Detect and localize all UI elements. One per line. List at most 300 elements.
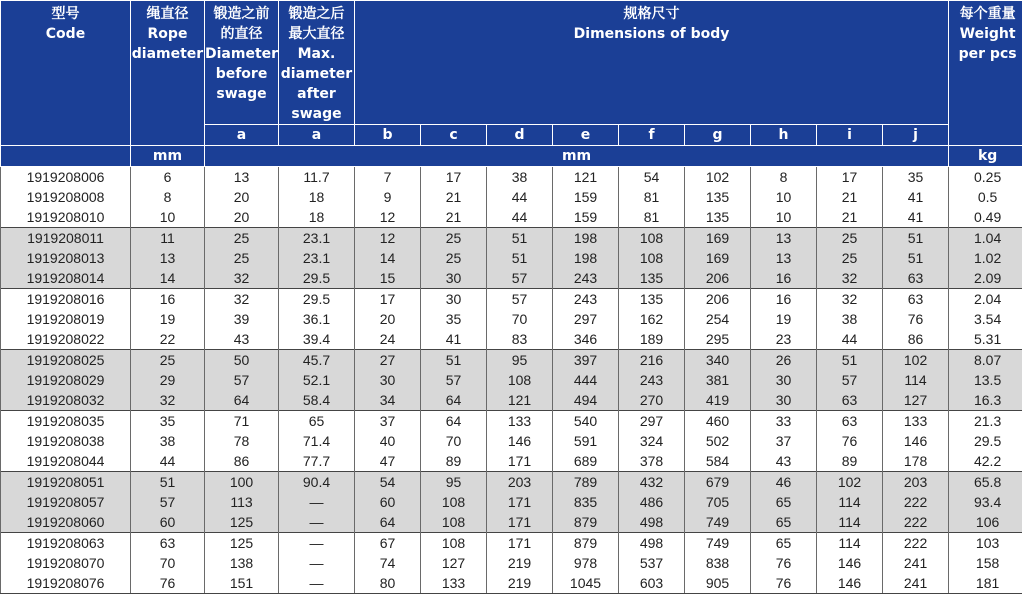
cell-h: 30 <box>751 370 817 390</box>
table-row <box>1 228 1022 249</box>
cell-diameter-before: 32 <box>205 289 279 310</box>
cell-g: 419 <box>685 390 751 411</box>
cell-rope-diameter: 8 <box>131 187 205 207</box>
col-letter-h: h <box>751 125 817 146</box>
cell-code: 1919208010 <box>1 207 131 228</box>
cell-b: 15 <box>355 268 421 289</box>
cell-b: 24 <box>355 329 421 350</box>
cell-weight: 1.02 <box>949 248 1022 268</box>
cell-d: 219 <box>487 553 553 573</box>
cell-diameter-before: 138 <box>205 553 279 573</box>
cell-d: 38 <box>487 167 553 188</box>
cell-d: 121 <box>487 390 553 411</box>
cell-d: 44 <box>487 187 553 207</box>
cell-rope-diameter: 6 <box>131 167 205 188</box>
cell-rope-diameter: 32 <box>131 390 205 411</box>
table-row <box>1 350 1022 371</box>
cell-g: 169 <box>685 228 751 249</box>
cell-rope-diameter: 25 <box>131 350 205 371</box>
cell-c: 108 <box>421 533 487 554</box>
cell-rope-diameter: 60 <box>131 512 205 533</box>
cell-g: 340 <box>685 350 751 371</box>
cell-weight: 93.4 <box>949 492 1022 512</box>
cell-weight: 103 <box>949 533 1022 554</box>
cell-i: 114 <box>817 533 883 554</box>
cell-diameter-after: 65 <box>279 411 355 432</box>
cell-g: 254 <box>685 309 751 329</box>
cell-d: 57 <box>487 268 553 289</box>
cell-e: 978 <box>553 553 619 573</box>
cell-code: 1919208070 <box>1 553 131 573</box>
cell-h: 76 <box>751 553 817 573</box>
cell-f: 270 <box>619 390 685 411</box>
cell-rope-diameter: 76 <box>131 573 205 594</box>
cell-weight: 2.04 <box>949 289 1022 310</box>
cell-e: 159 <box>553 207 619 228</box>
table-row <box>1 431 1022 451</box>
cell-i: 114 <box>817 512 883 533</box>
cell-c: 127 <box>421 553 487 573</box>
cell-diameter-before: 100 <box>205 472 279 493</box>
cell-e: 297 <box>553 309 619 329</box>
cell-weight: 3.54 <box>949 309 1022 329</box>
table-row <box>1 492 1022 512</box>
cell-c: 17 <box>421 167 487 188</box>
cell-code: 1919208022 <box>1 329 131 350</box>
cell-diameter-before: 57 <box>205 370 279 390</box>
cell-rope-diameter: 11 <box>131 228 205 249</box>
cell-f: 498 <box>619 533 685 554</box>
cell-rope-diameter: 38 <box>131 431 205 451</box>
unit-blank <box>1 146 131 167</box>
cell-e: 494 <box>553 390 619 411</box>
col-letter-e: e <box>553 125 619 146</box>
cell-diameter-before: 13 <box>205 167 279 188</box>
cell-weight: 2.09 <box>949 268 1022 289</box>
cell-h: 13 <box>751 228 817 249</box>
cell-e: 159 <box>553 187 619 207</box>
cell-code: 1919208035 <box>1 411 131 432</box>
cell-j: 133 <box>883 411 949 432</box>
cell-diameter-after: 23.1 <box>279 248 355 268</box>
cell-e: 243 <box>553 289 619 310</box>
cell-j: 63 <box>883 268 949 289</box>
cell-c: 108 <box>421 492 487 512</box>
cell-d: 171 <box>487 451 553 472</box>
cell-g: 460 <box>685 411 751 432</box>
cell-h: 33 <box>751 411 817 432</box>
cell-d: 51 <box>487 228 553 249</box>
header-rope-diameter: 绳直径 Rope diameter <box>131 1 205 146</box>
cell-j: 222 <box>883 512 949 533</box>
col-letter-g: g <box>685 125 751 146</box>
cell-h: 46 <box>751 472 817 493</box>
cell-weight: 181 <box>949 573 1022 594</box>
cell-h: 37 <box>751 431 817 451</box>
cell-diameter-before: 43 <box>205 329 279 350</box>
table-row <box>1 268 1022 289</box>
table-row <box>1 370 1022 390</box>
cell-b: 74 <box>355 553 421 573</box>
cell-h: 43 <box>751 451 817 472</box>
cell-code: 1919208063 <box>1 533 131 554</box>
cell-weight: 0.25 <box>949 167 1022 188</box>
col-letter-b: b <box>355 125 421 146</box>
cell-weight: 8.07 <box>949 350 1022 371</box>
header-diameter-before: 锻造之前 的直径 Diameter before swage <box>205 1 279 125</box>
col-letter-f: f <box>619 125 685 146</box>
cell-j: 222 <box>883 492 949 512</box>
cell-diameter-after: 58.4 <box>279 390 355 411</box>
header-weight: 每个重量 Weight per pcs <box>949 1 1022 146</box>
cell-h: 13 <box>751 248 817 268</box>
cell-c: 51 <box>421 350 487 371</box>
cell-diameter-before: 25 <box>205 248 279 268</box>
cell-c: 25 <box>421 248 487 268</box>
cell-h: 65 <box>751 533 817 554</box>
cell-f: 189 <box>619 329 685 350</box>
cell-code: 1919208016 <box>1 289 131 310</box>
cell-j: 35 <box>883 167 949 188</box>
cell-d: 171 <box>487 533 553 554</box>
cell-j: 76 <box>883 309 949 329</box>
cell-i: 21 <box>817 187 883 207</box>
table-row <box>1 512 1022 533</box>
cell-rope-diameter: 63 <box>131 533 205 554</box>
cell-g: 135 <box>685 207 751 228</box>
cell-f: 486 <box>619 492 685 512</box>
cell-f: 54 <box>619 167 685 188</box>
cell-d: 146 <box>487 431 553 451</box>
cell-diameter-after: 18 <box>279 207 355 228</box>
cell-c: 41 <box>421 329 487 350</box>
cell-code: 1919208013 <box>1 248 131 268</box>
cell-rope-diameter: 51 <box>131 472 205 493</box>
cell-rope-diameter: 35 <box>131 411 205 432</box>
cell-g: 679 <box>685 472 751 493</box>
cell-b: 30 <box>355 370 421 390</box>
cell-h: 16 <box>751 268 817 289</box>
cell-d: 57 <box>487 289 553 310</box>
cell-diameter-after: 45.7 <box>279 350 355 371</box>
col-letter-a: a <box>205 125 279 146</box>
cell-j: 178 <box>883 451 949 472</box>
cell-b: 54 <box>355 472 421 493</box>
cell-e: 879 <box>553 512 619 533</box>
cell-weight: 0.49 <box>949 207 1022 228</box>
cell-h: 8 <box>751 167 817 188</box>
unit-rope: mm <box>131 146 205 167</box>
cell-weight: 0.5 <box>949 187 1022 207</box>
cell-g: 295 <box>685 329 751 350</box>
cell-h: 65 <box>751 492 817 512</box>
table-row <box>1 248 1022 268</box>
cell-i: 25 <box>817 248 883 268</box>
cell-diameter-before: 20 <box>205 187 279 207</box>
cell-f: 216 <box>619 350 685 371</box>
cell-g: 749 <box>685 533 751 554</box>
cell-diameter-before: 32 <box>205 268 279 289</box>
cell-b: 20 <box>355 309 421 329</box>
cell-f: 498 <box>619 512 685 533</box>
cell-i: 51 <box>817 350 883 371</box>
cell-j: 114 <box>883 370 949 390</box>
header-dimensions: 规格尺寸 Dimensions of body <box>355 1 949 125</box>
cell-f: 135 <box>619 289 685 310</box>
cell-diameter-after: — <box>279 573 355 594</box>
cell-d: 219 <box>487 573 553 594</box>
cell-i: 146 <box>817 573 883 594</box>
cell-f: 162 <box>619 309 685 329</box>
cell-g: 905 <box>685 573 751 594</box>
cell-e: 689 <box>553 451 619 472</box>
cell-diameter-before: 50 <box>205 350 279 371</box>
cell-code: 1919208011 <box>1 228 131 249</box>
table-row <box>1 451 1022 472</box>
cell-code: 1919208051 <box>1 472 131 493</box>
col-letter-a: a <box>279 125 355 146</box>
cell-weight: 106 <box>949 512 1022 533</box>
cell-b: 64 <box>355 512 421 533</box>
cell-f: 537 <box>619 553 685 573</box>
cell-d: 133 <box>487 411 553 432</box>
cell-d: 95 <box>487 350 553 371</box>
cell-b: 40 <box>355 431 421 451</box>
cell-b: 67 <box>355 533 421 554</box>
cell-d: 171 <box>487 492 553 512</box>
cell-b: 47 <box>355 451 421 472</box>
cell-j: 86 <box>883 329 949 350</box>
cell-b: 17 <box>355 289 421 310</box>
cell-c: 21 <box>421 187 487 207</box>
cell-diameter-after: 36.1 <box>279 309 355 329</box>
cell-code: 1919208032 <box>1 390 131 411</box>
cell-c: 30 <box>421 268 487 289</box>
cell-weight: 13.5 <box>949 370 1022 390</box>
cell-c: 25 <box>421 228 487 249</box>
table-row <box>1 187 1022 207</box>
cell-diameter-after: 39.4 <box>279 329 355 350</box>
cell-diameter-after: 90.4 <box>279 472 355 493</box>
cell-diameter-before: 25 <box>205 228 279 249</box>
cell-j: 41 <box>883 187 949 207</box>
cell-diameter-before: 71 <box>205 411 279 432</box>
cell-b: 12 <box>355 207 421 228</box>
cell-diameter-before: 64 <box>205 390 279 411</box>
cell-code: 1919208057 <box>1 492 131 512</box>
cell-i: 32 <box>817 268 883 289</box>
cell-j: 51 <box>883 248 949 268</box>
cell-i: 38 <box>817 309 883 329</box>
cell-diameter-after: 52.1 <box>279 370 355 390</box>
cell-f: 378 <box>619 451 685 472</box>
cell-d: 108 <box>487 370 553 390</box>
cell-diameter-after: 11.7 <box>279 167 355 188</box>
cell-g: 381 <box>685 370 751 390</box>
table-body <box>1 167 1022 594</box>
table-row <box>1 167 1022 188</box>
cell-rope-diameter: 44 <box>131 451 205 472</box>
col-letter-i: i <box>817 125 883 146</box>
cell-code: 1919208038 <box>1 431 131 451</box>
cell-e: 540 <box>553 411 619 432</box>
cell-g: 169 <box>685 248 751 268</box>
cell-j: 127 <box>883 390 949 411</box>
cell-e: 789 <box>553 472 619 493</box>
cell-i: 32 <box>817 289 883 310</box>
cell-j: 241 <box>883 573 949 594</box>
cell-b: 7 <box>355 167 421 188</box>
cell-i: 44 <box>817 329 883 350</box>
cell-c: 70 <box>421 431 487 451</box>
cell-code: 1919208008 <box>1 187 131 207</box>
cell-rope-diameter: 19 <box>131 309 205 329</box>
cell-b: 9 <box>355 187 421 207</box>
cell-code: 1919208019 <box>1 309 131 329</box>
table-row <box>1 533 1022 554</box>
cell-code: 1919208076 <box>1 573 131 594</box>
unit-weight: kg <box>949 146 1022 167</box>
cell-diameter-before: 20 <box>205 207 279 228</box>
cell-rope-diameter: 29 <box>131 370 205 390</box>
cell-g: 584 <box>685 451 751 472</box>
cell-c: 35 <box>421 309 487 329</box>
cell-i: 21 <box>817 207 883 228</box>
cell-rope-diameter: 22 <box>131 329 205 350</box>
cell-h: 10 <box>751 207 817 228</box>
cell-d: 83 <box>487 329 553 350</box>
cell-f: 108 <box>619 248 685 268</box>
cell-e: 591 <box>553 431 619 451</box>
cell-weight: 29.5 <box>949 431 1022 451</box>
cell-diameter-after: 29.5 <box>279 268 355 289</box>
header-diameter-after: 锻造之后 最大直径 Max. diameter after swage <box>279 1 355 125</box>
cell-code: 1919208060 <box>1 512 131 533</box>
cell-code: 1919208025 <box>1 350 131 371</box>
cell-f: 135 <box>619 268 685 289</box>
cell-g: 206 <box>685 289 751 310</box>
cell-g: 705 <box>685 492 751 512</box>
cell-diameter-after: 23.1 <box>279 228 355 249</box>
cell-j: 63 <box>883 289 949 310</box>
cell-j: 146 <box>883 431 949 451</box>
table-row <box>1 472 1022 493</box>
cell-f: 324 <box>619 431 685 451</box>
cell-b: 27 <box>355 350 421 371</box>
cell-i: 63 <box>817 390 883 411</box>
cell-b: 12 <box>355 228 421 249</box>
cell-d: 203 <box>487 472 553 493</box>
cell-diameter-after: — <box>279 553 355 573</box>
cell-i: 25 <box>817 228 883 249</box>
cell-h: 23 <box>751 329 817 350</box>
cell-diameter-after: 77.7 <box>279 451 355 472</box>
table-row <box>1 329 1022 350</box>
cell-diameter-after: 18 <box>279 187 355 207</box>
cell-f: 297 <box>619 411 685 432</box>
cell-diameter-after: 29.5 <box>279 289 355 310</box>
cell-j: 203 <box>883 472 949 493</box>
cell-i: 76 <box>817 431 883 451</box>
cell-i: 146 <box>817 553 883 573</box>
cell-diameter-after: — <box>279 533 355 554</box>
cell-f: 81 <box>619 207 685 228</box>
cell-e: 1045 <box>553 573 619 594</box>
cell-j: 102 <box>883 350 949 371</box>
cell-e: 243 <box>553 268 619 289</box>
cell-b: 80 <box>355 573 421 594</box>
cell-j: 241 <box>883 553 949 573</box>
cell-diameter-before: 86 <box>205 451 279 472</box>
cell-f: 81 <box>619 187 685 207</box>
cell-g: 206 <box>685 268 751 289</box>
cell-i: 57 <box>817 370 883 390</box>
cell-g: 749 <box>685 512 751 533</box>
cell-f: 603 <box>619 573 685 594</box>
cell-diameter-before: 125 <box>205 512 279 533</box>
cell-c: 64 <box>421 390 487 411</box>
cell-c: 89 <box>421 451 487 472</box>
cell-e: 879 <box>553 533 619 554</box>
col-letter-c: c <box>421 125 487 146</box>
cell-diameter-after: 71.4 <box>279 431 355 451</box>
cell-i: 17 <box>817 167 883 188</box>
cell-h: 10 <box>751 187 817 207</box>
cell-h: 65 <box>751 512 817 533</box>
cell-code: 1919208006 <box>1 167 131 188</box>
table-row <box>1 553 1022 573</box>
cell-d: 171 <box>487 512 553 533</box>
table-row <box>1 390 1022 411</box>
cell-f: 432 <box>619 472 685 493</box>
cell-diameter-before: 39 <box>205 309 279 329</box>
cell-e: 346 <box>553 329 619 350</box>
cell-d: 44 <box>487 207 553 228</box>
cell-g: 135 <box>685 187 751 207</box>
cell-e: 444 <box>553 370 619 390</box>
cell-rope-diameter: 10 <box>131 207 205 228</box>
table-row <box>1 573 1022 594</box>
cell-j: 41 <box>883 207 949 228</box>
cell-weight: 21.3 <box>949 411 1022 432</box>
cell-c: 64 <box>421 411 487 432</box>
cell-c: 108 <box>421 512 487 533</box>
cell-rope-diameter: 16 <box>131 289 205 310</box>
col-letter-d: d <box>487 125 553 146</box>
cell-h: 19 <box>751 309 817 329</box>
cell-b: 60 <box>355 492 421 512</box>
cell-i: 102 <box>817 472 883 493</box>
cell-diameter-before: 78 <box>205 431 279 451</box>
cell-b: 37 <box>355 411 421 432</box>
cell-weight: 65.8 <box>949 472 1022 493</box>
cell-c: 30 <box>421 289 487 310</box>
cell-weight: 42.2 <box>949 451 1022 472</box>
cell-i: 63 <box>817 411 883 432</box>
cell-weight: 1.04 <box>949 228 1022 249</box>
table-row <box>1 207 1022 228</box>
cell-diameter-before: 151 <box>205 573 279 594</box>
cell-diameter-before: 125 <box>205 533 279 554</box>
cell-code: 1919208014 <box>1 268 131 289</box>
cell-d: 70 <box>487 309 553 329</box>
cell-diameter-before: 113 <box>205 492 279 512</box>
cell-b: 14 <box>355 248 421 268</box>
cell-j: 222 <box>883 533 949 554</box>
cell-g: 502 <box>685 431 751 451</box>
cell-rope-diameter: 57 <box>131 492 205 512</box>
cell-c: 95 <box>421 472 487 493</box>
